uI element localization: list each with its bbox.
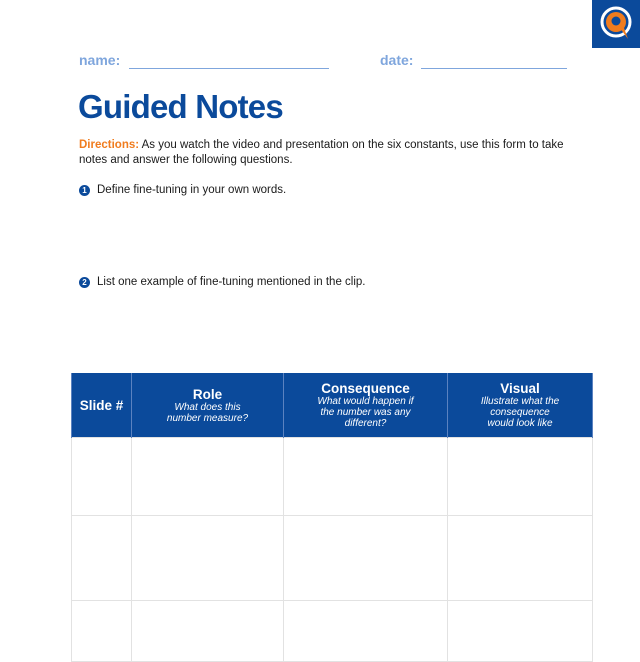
answer-area-2[interactable] bbox=[79, 292, 584, 362]
directions-label: Directions: bbox=[79, 139, 140, 151]
name-date-bar bbox=[79, 52, 579, 72]
date-label: date: bbox=[380, 52, 414, 68]
cell-consequence[interactable] bbox=[284, 601, 448, 662]
column-header-consequence: Consequence What would happen if the number was any different? bbox=[284, 373, 448, 438]
cell-role[interactable] bbox=[132, 601, 284, 662]
cell-role[interactable] bbox=[132, 516, 284, 601]
cell-visual[interactable] bbox=[448, 438, 593, 516]
cell-role[interactable] bbox=[132, 438, 284, 516]
date-field[interactable] bbox=[421, 68, 567, 69]
column-header-slide: Slide # bbox=[72, 373, 132, 438]
q-speech-bubble-logo-icon bbox=[598, 4, 634, 44]
question-number-badge: 1 bbox=[79, 185, 90, 196]
name-label: name: bbox=[79, 52, 121, 68]
table-row bbox=[72, 516, 593, 601]
cell-consequence[interactable] bbox=[284, 516, 448, 601]
table-header-row bbox=[72, 373, 593, 438]
directions bbox=[79, 138, 584, 168]
notes-table bbox=[71, 373, 593, 662]
question-text: Define fine-tuning in your own words. bbox=[97, 184, 287, 196]
question-2 bbox=[79, 276, 366, 288]
page-title: Guided Notes bbox=[78, 88, 283, 125]
question-1 bbox=[79, 184, 286, 196]
cell-slide[interactable] bbox=[72, 601, 132, 662]
directions-text: As you watch the video and presentation on the six constants, use this form to take notes and answer the following questions. bbox=[79, 139, 564, 166]
table-row bbox=[72, 438, 593, 516]
cell-slide[interactable] bbox=[72, 516, 132, 601]
question-text: List one example of fine-tuning mentioned in the clip. bbox=[97, 276, 366, 288]
question-number-badge: 2 bbox=[79, 277, 90, 288]
cell-consequence[interactable] bbox=[284, 438, 448, 516]
cell-visual[interactable] bbox=[448, 601, 593, 662]
column-header-role: Role What does this number measure? bbox=[132, 373, 284, 438]
cell-visual[interactable] bbox=[448, 516, 593, 601]
answer-area-1[interactable] bbox=[79, 200, 584, 266]
name-field[interactable] bbox=[129, 68, 329, 69]
brand-logo bbox=[592, 0, 640, 48]
cell-slide[interactable] bbox=[72, 438, 132, 516]
column-header-visual: Visual Illustrate what the consequence would look like bbox=[448, 373, 593, 438]
table-row bbox=[72, 601, 593, 662]
